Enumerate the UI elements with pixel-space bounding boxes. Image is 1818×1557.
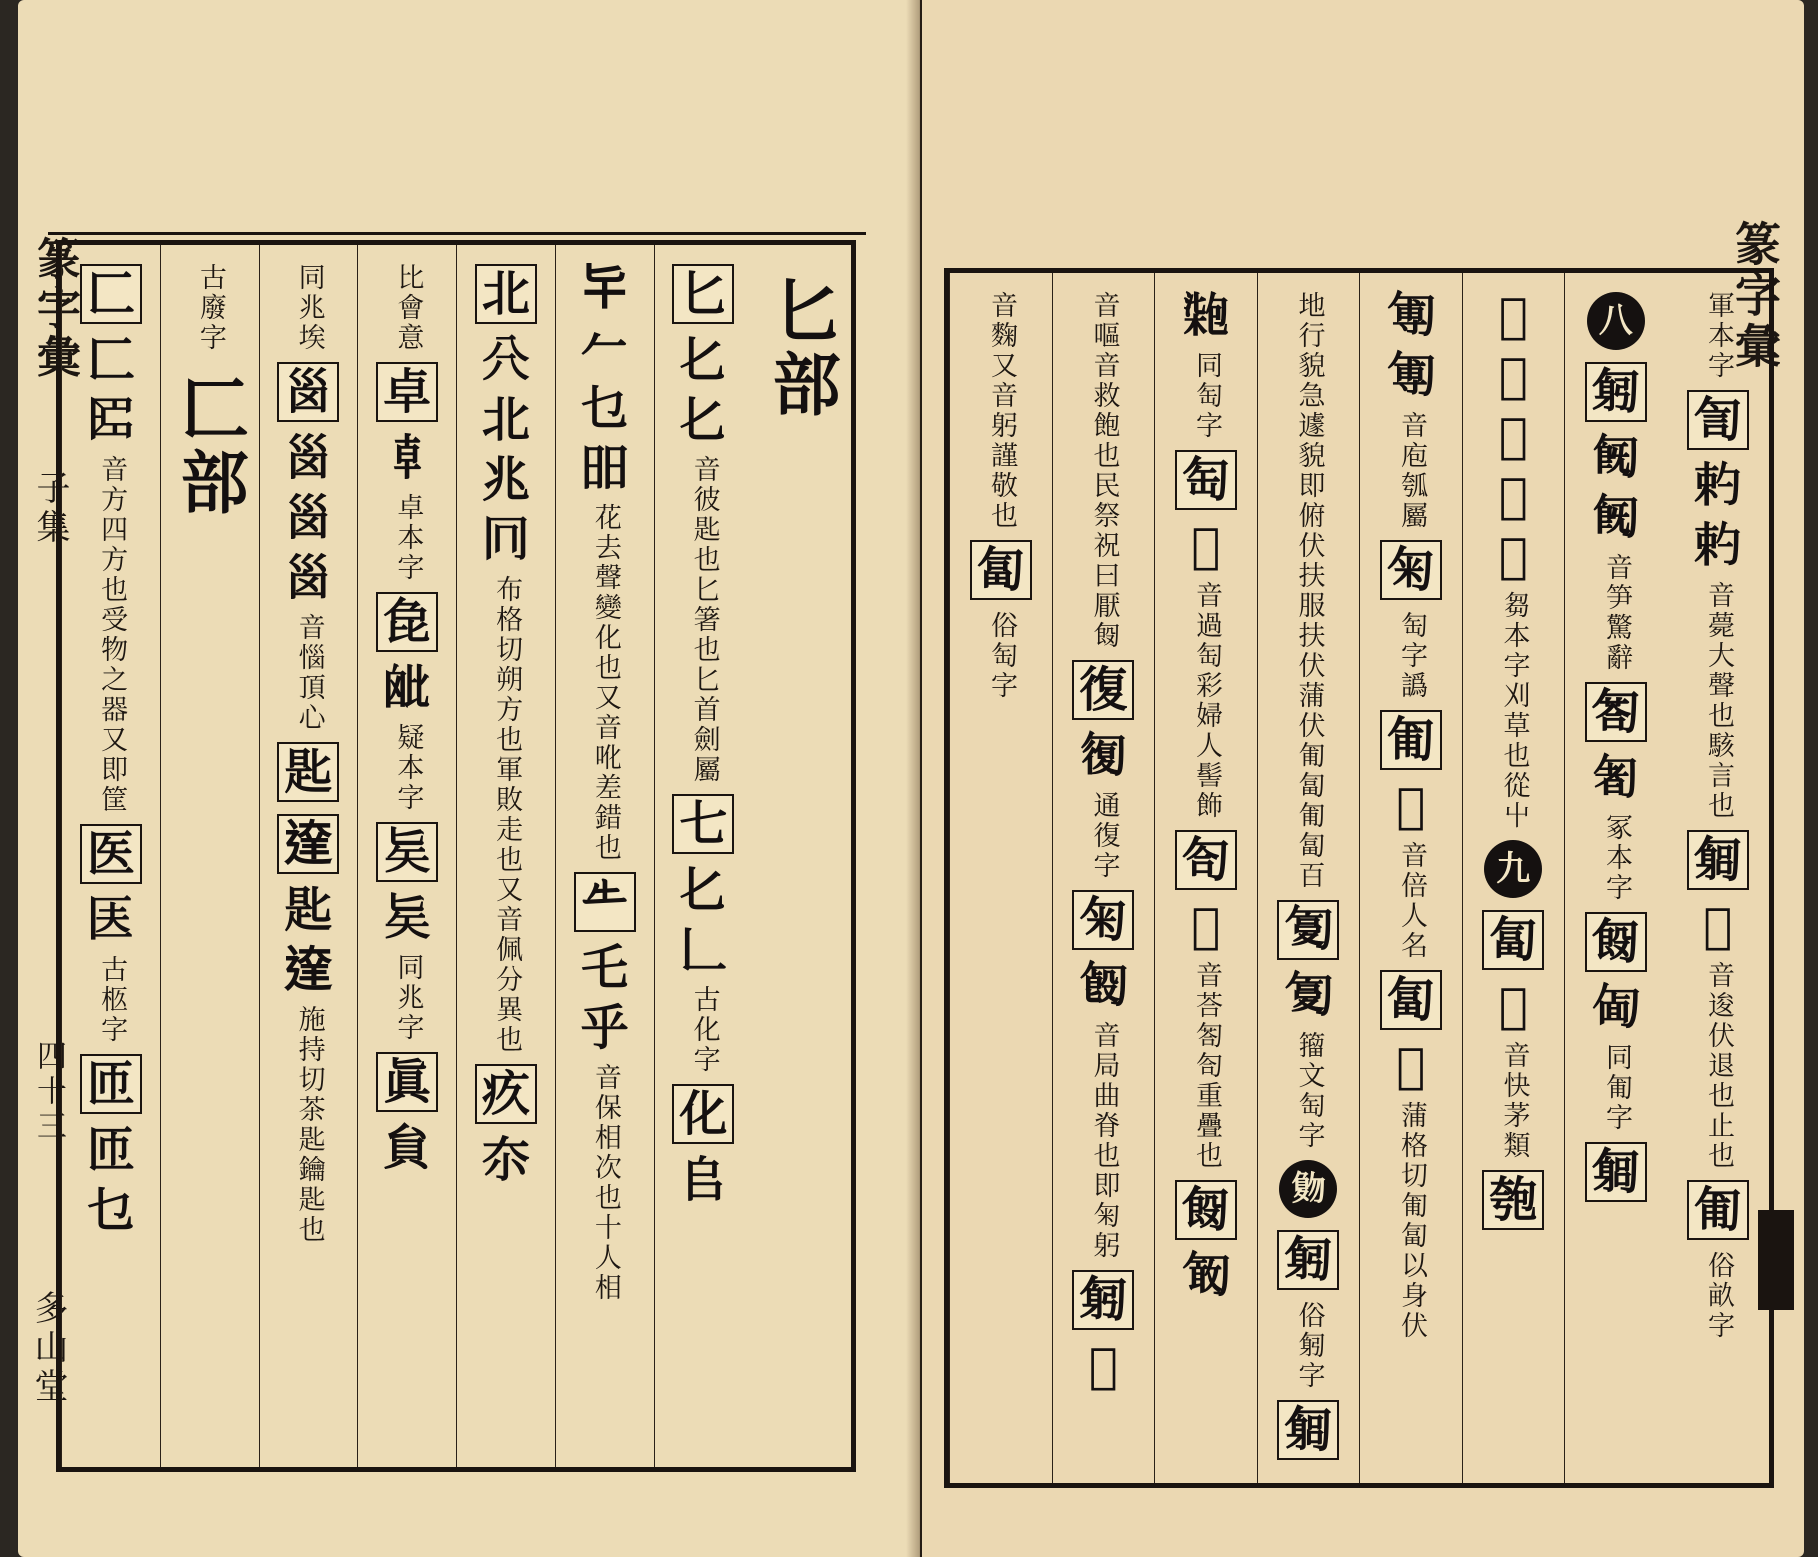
seal-script-form: 𠣻 (1191, 518, 1221, 574)
seal-script-form: 𠣵 (1386, 288, 1435, 344)
head-character: 医 (80, 824, 142, 884)
head-character: 匝 (80, 1054, 142, 1114)
text-column (160, 245, 259, 1467)
gloss-text: 匋字譌 (1395, 611, 1427, 701)
head-character: 眞 (376, 1052, 438, 1112)
head-character: 匍 (1687, 1180, 1749, 1240)
section-heading: 匕部 (761, 275, 842, 423)
seal-script-form: 𠣲 (1498, 288, 1528, 344)
text-column (1359, 273, 1462, 1483)
gloss-text: 俗匋字 (985, 611, 1017, 701)
stroke-count-marker: 九 (1484, 840, 1542, 898)
seal-script-form: 匚 (86, 332, 135, 388)
gloss-text: 古柩字 (96, 955, 128, 1045)
head-character: 匒 (1585, 682, 1647, 742)
text-column (1257, 273, 1360, 1483)
right-page (922, 0, 1804, 1557)
head-character: 𡿺 (277, 362, 339, 422)
gloss-text: 籀文匋字 (1293, 1031, 1325, 1151)
text-column (61, 245, 160, 1467)
seal-script-form: 𠂉 (580, 320, 629, 376)
seal-script-form: 夵 (481, 1132, 530, 1188)
seal-script-form: 乜 (86, 1182, 135, 1238)
seal-script-form: 貟 (383, 1120, 432, 1176)
gloss-text: 音方四方也受物之器又即筐 (96, 455, 128, 815)
text-frame-right (944, 268, 1774, 1488)
gloss-text: 布格切朔方也軍敗走也又音佩分異也 (491, 575, 523, 1055)
seal-script-form: 𠣾 (1079, 728, 1128, 784)
seal-script-form: 𡿺 (284, 490, 333, 546)
head-character: 匍 (1380, 710, 1442, 770)
seal-script-form: 𠣲 (1498, 408, 1528, 464)
head-character: 匐 (1482, 910, 1544, 970)
seal-script-form: 𠣶 (1396, 778, 1426, 834)
volume-label: 子集 (30, 470, 70, 548)
gloss-text: 施持切茶匙鑰匙也 (293, 1005, 325, 1245)
seal-script-form: 𠤕 (383, 890, 432, 946)
gloss-text: 音逡伏退也止也 (1702, 961, 1734, 1171)
seal-script-form: 𠣽 (1181, 1248, 1230, 1304)
head-character: 七 (672, 794, 734, 854)
gloss-text: 冢本字 (1600, 813, 1632, 903)
seal-script-form: 𠣲 (1498, 468, 1528, 524)
gloss-text: 音局曲脊也即匊躬 (1088, 1021, 1120, 1261)
seal-script-form: 𠣹 (1591, 490, 1640, 546)
head-character: 匑 (1585, 362, 1647, 422)
head-character: 匕 (672, 264, 734, 324)
seal-script-form: 𠔁 (481, 332, 530, 388)
gloss-text: 音過匋彩婦人髻飾 (1190, 581, 1222, 821)
gloss-text: 音嘔音救飽也民祭祝曰厭匓 (1088, 291, 1120, 651)
seal-script-form: 𠣩 (1693, 458, 1742, 514)
head-character: 匑 (1277, 1230, 1339, 1290)
gloss-text: 音庖瓠屬 (1395, 411, 1427, 531)
head-character: 匐 (970, 540, 1032, 600)
seal-script-form: 𠣭 (1703, 898, 1733, 954)
seal-script-form: 𠤎 (679, 332, 728, 388)
head-character: 卓 (376, 362, 438, 422)
seal-script-form: 𠤁 (1088, 1338, 1118, 1394)
head-character: 匔 (1585, 1142, 1647, 1202)
seal-script-form: 𠣩 (1693, 518, 1742, 574)
gloss-text: 音荅匒匌重疊也 (1190, 961, 1222, 1171)
gloss-text: 音薨大聲也駭言也 (1702, 581, 1734, 821)
seal-script-form: 𠣿 (1079, 958, 1128, 1014)
seal-script-form: 𨔶 (284, 942, 333, 998)
text-column (1667, 273, 1770, 1483)
column-grid (949, 273, 1769, 1483)
seal-script-form: 匝 (86, 1122, 135, 1178)
gloss-text: 同兆字 (392, 953, 424, 1043)
head-character: 匐 (1380, 970, 1442, 1030)
head-character: 疚 (475, 1064, 537, 1124)
gloss-text: 音彼匙也匕箸也匕首劍屬 (688, 455, 720, 785)
gloss-text: 同匍字 (1600, 1043, 1632, 1133)
head-character: 匓 (1175, 1180, 1237, 1240)
text-column (1462, 273, 1565, 1483)
gloss-text: 音快茅類 (1498, 1041, 1530, 1161)
running-title: 篆字彙 (1728, 220, 1782, 373)
seal-script-form: 𠂤 (679, 1152, 728, 1208)
seal-script-form: 𠣺 (1181, 288, 1230, 344)
seal-script-form: 乜 (580, 380, 629, 436)
seal-script-form: 乇 (580, 940, 629, 996)
text-column (752, 245, 851, 1467)
head-character: 𠤕 (376, 822, 438, 882)
head-character: 㲋 (376, 592, 438, 652)
gloss-text: 蒲格切匍匐以身伏 (1395, 1101, 1427, 1341)
head-character: 北 (475, 264, 537, 324)
head-character: 匏 (1482, 1170, 1544, 1230)
seal-script-form: 𠤱 (86, 892, 135, 948)
gloss-text: 音保相次也十人相 (589, 1063, 621, 1303)
seal-script-form: 𠣰 (1591, 750, 1640, 806)
seal-script-form: 𠣷 (1396, 1038, 1426, 1094)
seal-script-form: 匙 (284, 882, 333, 938)
gloss-text: 同匋字 (1190, 351, 1222, 441)
gloss-text: 音麴又音躬謹敬也 (985, 291, 1017, 531)
seal-script-form: 北 (481, 392, 530, 448)
seal-script-form: 𡿺 (284, 430, 333, 486)
head-character: 訇 (1687, 390, 1749, 450)
text-column (1154, 273, 1257, 1483)
seal-script-form: 𠣲 (1498, 348, 1528, 404)
head-character: 匌 (1175, 830, 1237, 890)
seal-script-form: 𠥓 (86, 392, 135, 448)
head-character: 匊 (1380, 540, 1442, 600)
seal-script-form: 𠣸 (1284, 968, 1333, 1024)
gloss-text: 古廢字 (194, 263, 226, 353)
gloss-text: 同兆埃 (293, 263, 325, 353)
gloss-text: 俗畝字 (1702, 1251, 1734, 1341)
gloss-text: 音惱頂心 (293, 613, 325, 733)
seal-script-form: 𠣵 (1386, 348, 1435, 404)
seal-script-form: 𣬈 (383, 660, 432, 716)
seal-script-form: 𠣼 (1191, 898, 1221, 954)
gloss-text: 軍本字 (1702, 291, 1734, 381)
seal-script-form: 𠤎 (679, 392, 728, 448)
gloss-text: 地行貌急遽貌即俯伏扶服扶伏蒲伏匍匐匍匐百 (1293, 291, 1325, 891)
seal-script-form: 𠣹 (1591, 430, 1640, 486)
text-frame-left (56, 240, 856, 1472)
seal-script-form: 昍 (580, 440, 629, 496)
gloss-text: 古化字 (688, 985, 720, 1075)
gloss-text: 通復字 (1088, 791, 1120, 881)
seal-script-form: 乎 (580, 1000, 629, 1056)
gloss-text: 俗匑字 (1293, 1301, 1325, 1391)
seal-script-form: 𠔽 (481, 512, 530, 568)
seal-script-form: 𠣴 (1498, 978, 1528, 1034)
seal-script-form: 兆 (481, 452, 530, 508)
gloss-text: 芻本字刈草也從屮 (1498, 591, 1530, 831)
text-column (555, 245, 654, 1467)
head-character: 匑 (1072, 1270, 1134, 1330)
gloss-text: 音倍人名 (1395, 841, 1427, 961)
seal-script-form: 𠣳 (1498, 528, 1528, 584)
stroke-count-marker: 𠤀 (1279, 1160, 1337, 1218)
publisher-label: 多山堂 (28, 1290, 68, 1407)
text-column (1052, 273, 1155, 1483)
seal-script-form: 𡿺 (284, 550, 333, 606)
gloss-text: 花去聲變化也又音吪差錯也 (589, 503, 621, 863)
gloss-text: 比會意 (392, 263, 424, 353)
gloss-text: 卓本字 (392, 493, 424, 583)
head-character: 化 (672, 1084, 734, 1144)
head-character: 𠣸 (1277, 900, 1339, 960)
seal-script-form: 𠤏 (580, 260, 629, 316)
head-character: 匚 (80, 264, 142, 324)
text-column (456, 245, 555, 1467)
head-character: 匊 (1072, 890, 1134, 950)
leaf-number: 四十三 (31, 1040, 66, 1145)
section-heading: 匚部 (169, 373, 250, 521)
head-character: 復 (1072, 660, 1134, 720)
text-column (1564, 273, 1667, 1483)
left-page (18, 0, 920, 1557)
running-title: 篆字彙 (29, 236, 80, 383)
text-column (259, 245, 358, 1467)
text-column (949, 273, 1052, 1483)
head-character: 匔 (1277, 1400, 1339, 1460)
head-character: 匋 (1175, 450, 1237, 510)
text-column (654, 245, 753, 1467)
seal-script-form: 𠤎 (679, 862, 728, 918)
seal-script-form: 𠦝 (383, 430, 432, 486)
head-character: 匙 (277, 742, 339, 802)
stroke-count-marker: 八 (1587, 292, 1645, 350)
head-character: 匓 (1585, 912, 1647, 972)
head-character: 匔 (1687, 830, 1749, 890)
top-rule (48, 232, 866, 235)
seal-script-form: 𠣱 (1591, 980, 1640, 1036)
gloss-text: 疑本字 (392, 723, 424, 813)
column-grid (61, 245, 851, 1467)
seal-script-form: 𠃊 (679, 922, 728, 978)
gloss-text: 音笋驚辭 (1600, 553, 1632, 673)
head-character: 𨔶 (277, 814, 339, 874)
text-column (357, 245, 456, 1467)
head-character: 𠂒 (574, 872, 636, 932)
